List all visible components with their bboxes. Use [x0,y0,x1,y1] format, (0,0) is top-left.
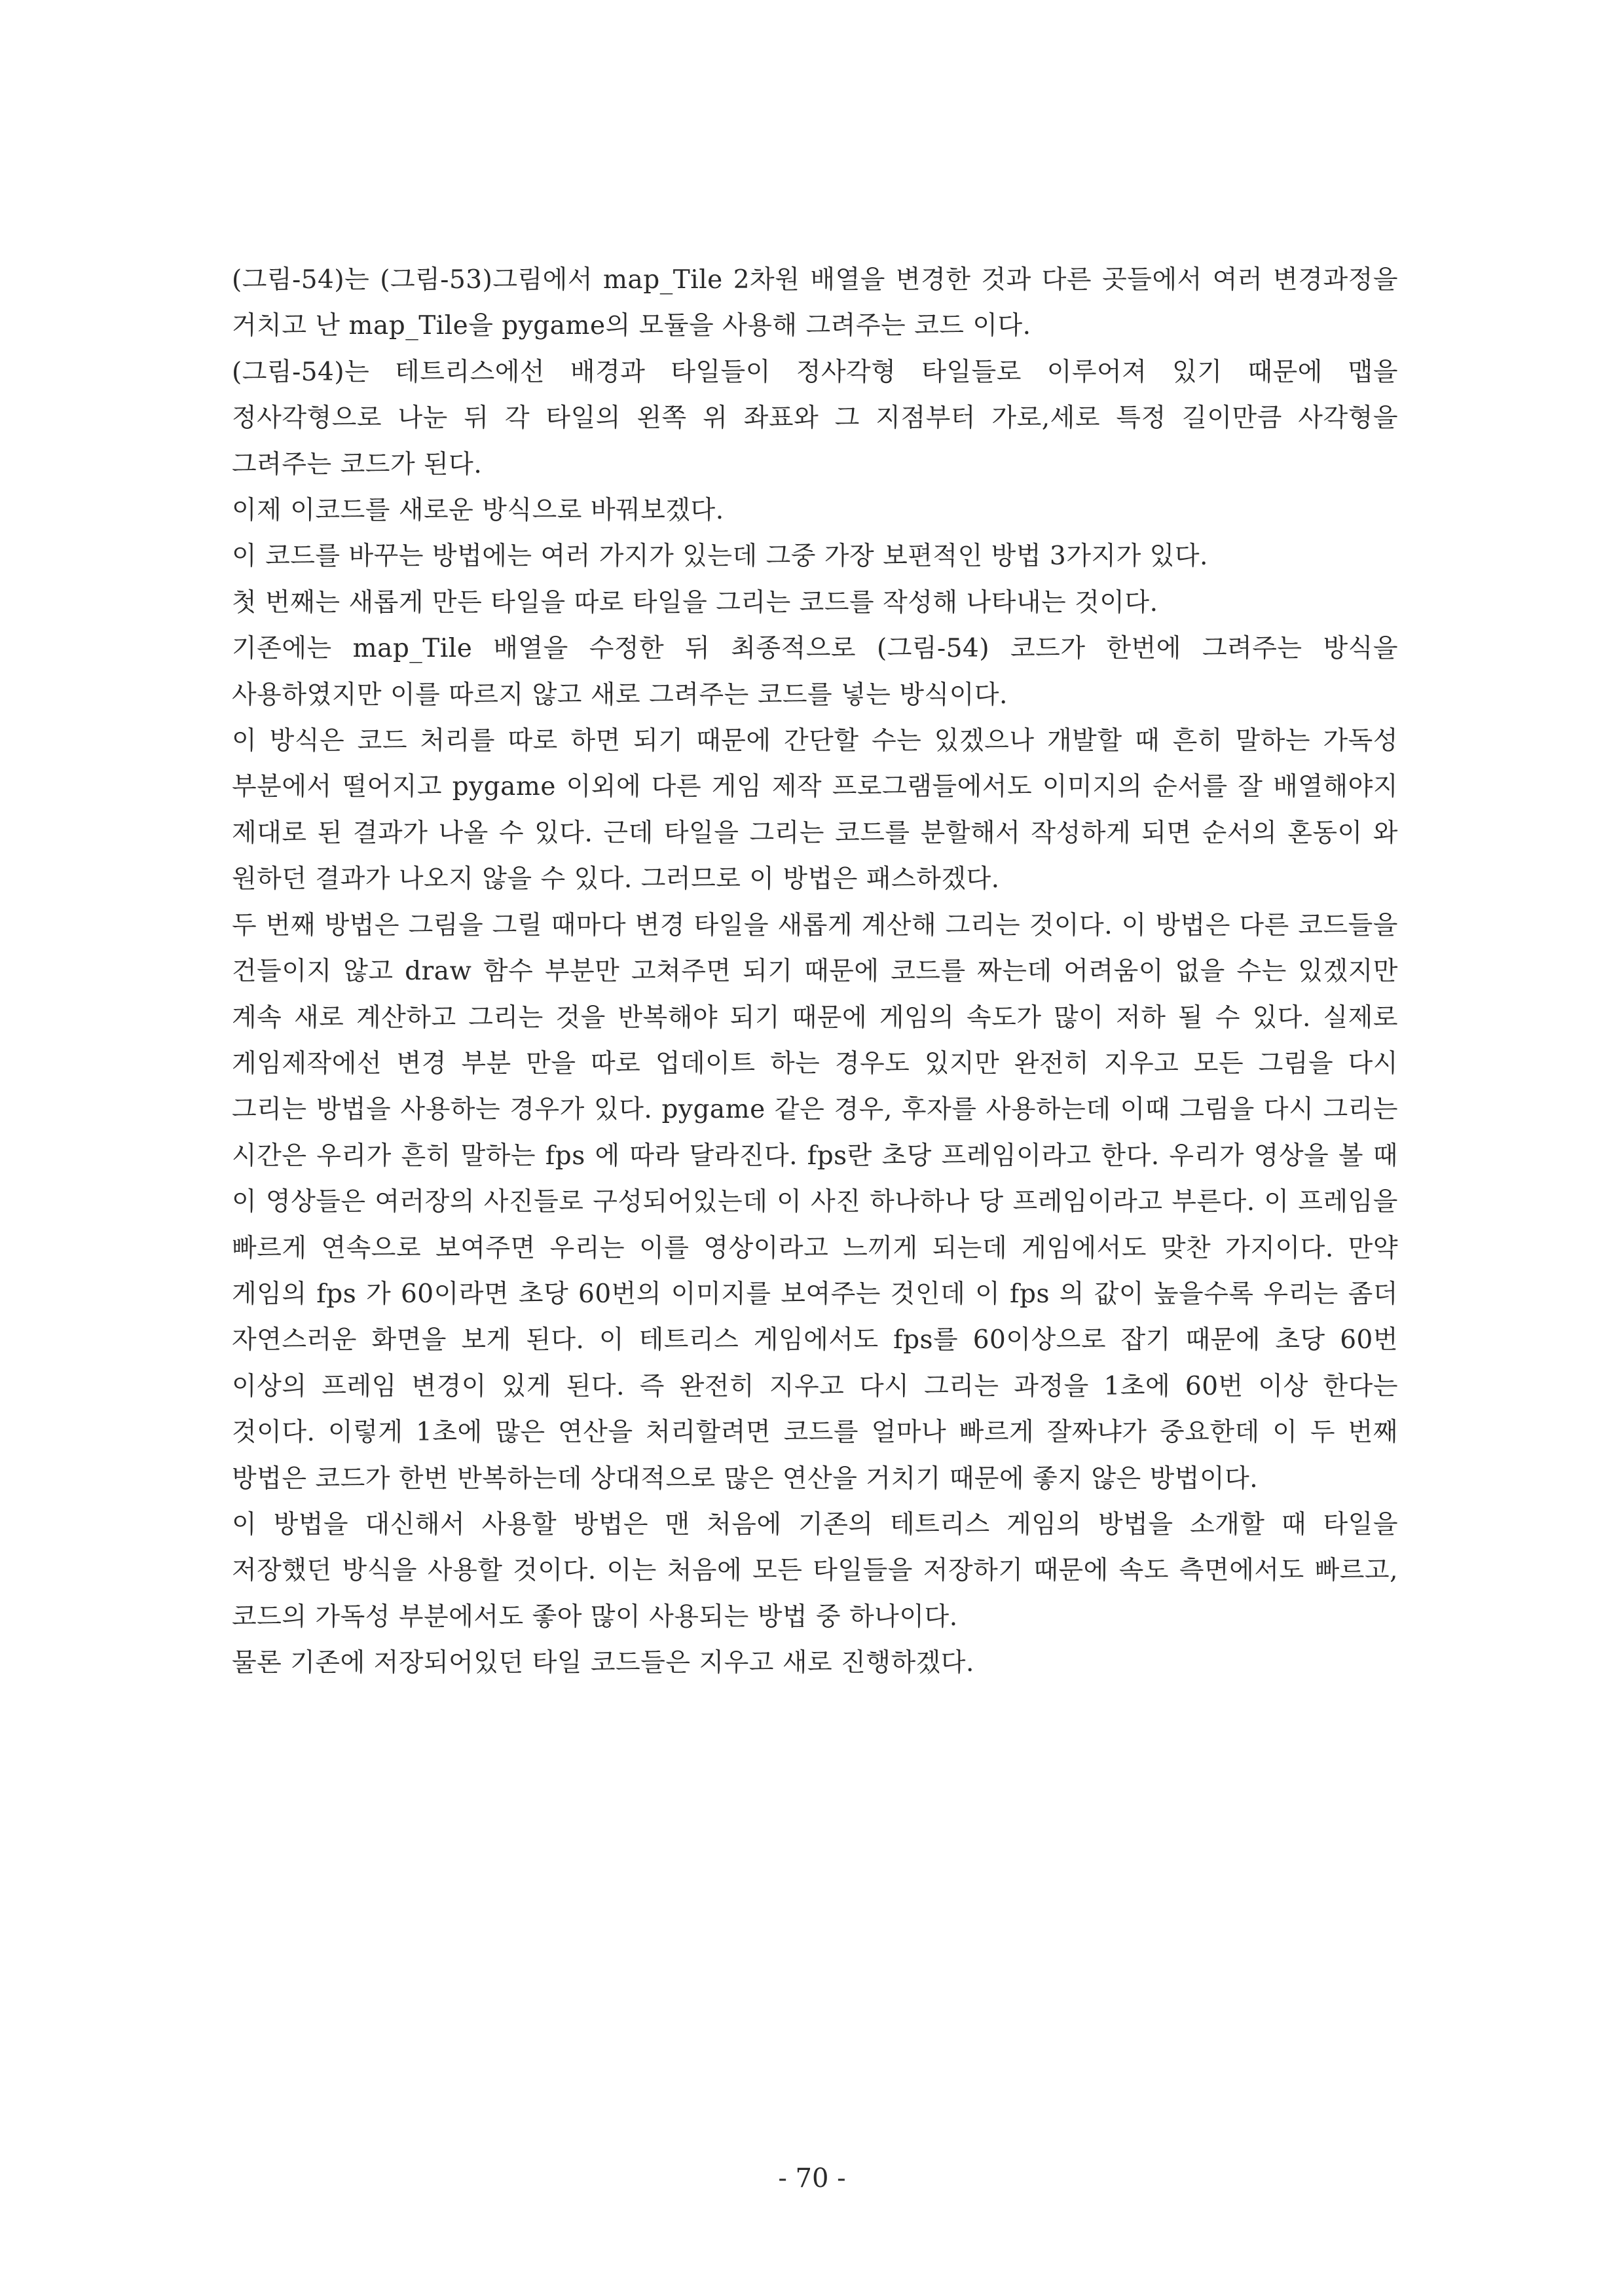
paragraph-three-methods: 이 코드를 바꾸는 방법에는 여러 가지가 있는데 그중 가장 보편적인 방법 3가지가 있다. [232,542,1208,572]
paragraph-chosen-method: 이 방법을 대신해서 사용할 방법은 맨 처음에 기존의 테트리스 게임의 방법을 소개할 때 타일을 저장했던 방식을 사용할 것이다. 이는 처음에 모든 타일들을 저장하기 때문에 속도 측면에서도 빠르고, 코드의 가독성 부분에서도 좋아 많이 사용되는 방법 중 하나이다. [232,1509,1398,1632]
paragraph-existing-approach: 기존에는 map_Tile 배열을 수정한 뒤 최종적으로 (그림-54) 코드가 한번에 그려주는 방식을 사용하였지만 이를 따르지 않고 새로 그려주는 코드를 넣는 방식이다. [232,634,1398,710]
paragraph-change-method: 이제 이코드를 새로운 방식으로 바꿔보겠다. [232,496,724,526]
paragraph-first-method: 첫 번째는 새롭게 만든 타일을 따로 타일을 그리는 코드를 작성해 나타내는 것이다. [232,587,1158,617]
paragraph-conclusion: 물론 기존에 저장되어있던 타일 코드들은 지우고 새로 진행하겠다. [232,1648,974,1678]
page-body [232,257,1398,1687]
paragraph-figure-54-intro: (그림-54)는 (그림-53)그림에서 map_Tile 2차원 배열을 변경한 것과 다른 곳들에서 여러 변경과정을 거치고 난 map_Tile을 pygame의 모듈을 사용해 그려주는 코드 이다. [232,265,1398,341]
paragraph-first-method-drawbacks: 이 방식은 코드 처리를 따로 하면 되기 때문에 간단할 수는 있겠으나 개발할 때 흔히 말하는 가독성 부분에서 떨어지고 pygame 이외에 다른 게임 제작 프로그램들에서도 이미지의 순서를 잘 배열해야지 제대로 된 결과가 나올 수 있다. 근데 타일을 그리는 코드를 분할해서 작성하게 되면 순서의 혼동이 와 원하던 결과가 나오지 않을 수 있다. 그러므로 이 방법은 패스하겠다. [232,726,1398,894]
paragraph-second-method: 두 번째 방법은 그림을 그릴 때마다 변경 타일을 새롭게 계산해 그리는 것이다. 이 방법은 다른 코드들을 건들이지 않고 draw 함수 부분만 고쳐주면 되기 때문에 코드를 짜는데 어려움이 없을 수는 있겠지만 계속 새로 계산하고 그리는 것을 반복해야 되기 때문에 게임의 속도가 많이 저하 될 수 있다. 실제로 게임제작에선 변경 부분 만을 따로 업데이트 하는 경우도 있지만 완전히 지우고 모든 그림을 다시 그리는 방법을 사용하는 경우가 있다. pygame 같은 경우, 후자를 사용하는데 이때 그림을 다시 그리는 시간은 우리가 흔히 말하는 fps 에 따라 달라진다. fps란 초당 프레임이라고 한다. 우리가 영상을 볼 때 이 영상들은 여러장의 사진들로 구성되어있는데 이 사진 하나하나 당 프레임이라고 부른다. 이 프레임을 빠르게 연속으로 보여주면 우리는 이를 영상이라고 느끼게 되는데 게임에서도 맞찬 가지이다. 만약 게임의 fps 가 60이라면 초당 60번의 이미지를 보여주는 것인데 이 fps 의 값이 높을수록 우리는 좀더 자연스러운 화면을 보게 된다. 이 테트리스 게임에서도 fps를 60이상으로 잡기 때문에 초당 60번 이상의 프레임 변경이 있게 된다. 즉 완전히 지우고 다시 그리는 과정을 1초에 60번 이상 한다는 것이다. 이렇게 1초에 많은 연산을 처리할려면 코드를 얼마나 빠르게 잘짜냐가 중요한데 이 두 번째 방법은 코드가 한번 반복하는데 상대적으로 많은 연산을 거치기 때문에 좋지 않은 방법이다. [232,910,1398,1494]
paragraph-figure-54-tiles: (그림-54)는 테트리스에선 배경과 타일들이 정사각형 타일들로 이루어져 있기 때문에 맵을 정사각형으로 나눈 뒤 각 타일의 왼쪽 위 좌표와 그 지점부터 가로,세로 특정 길이만큼 사각형을 그려주는 코드가 된다. [232,357,1398,479]
page-number: - 70 - [778,2163,846,2194]
